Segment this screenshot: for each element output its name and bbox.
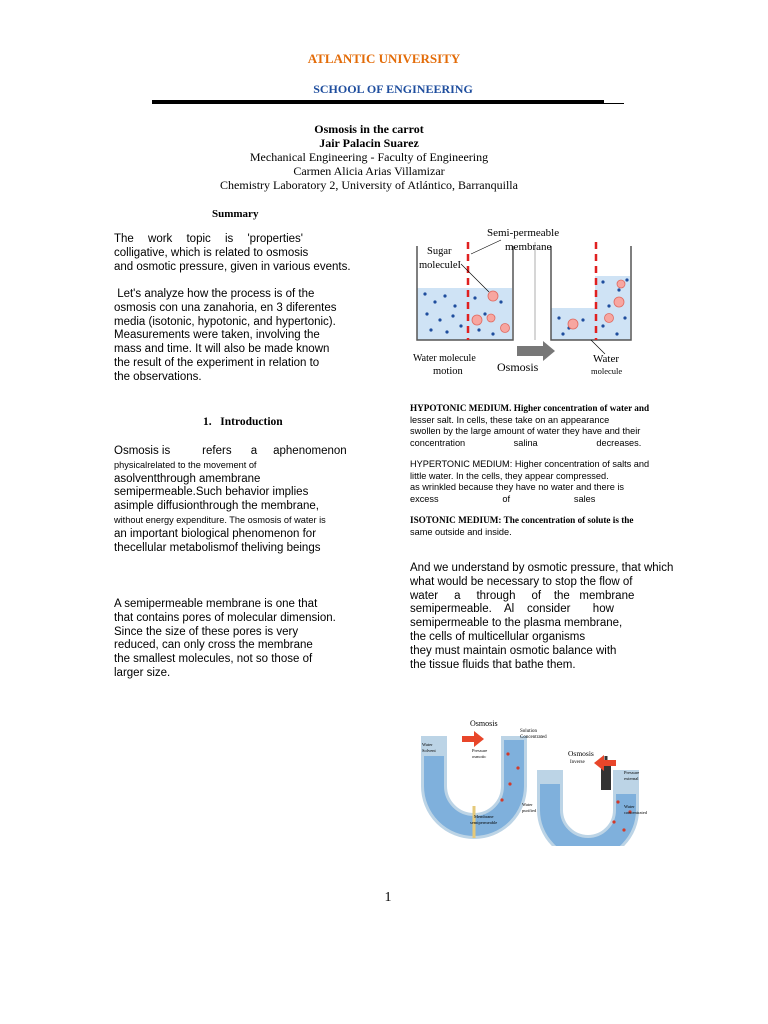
purified-label: purified <box>522 808 537 813</box>
text-line: as wrinkled because they have no water and there is <box>410 482 624 492</box>
text-line: Osmosis is refers a aphenomenon <box>114 445 347 457</box>
text-line: the tissue fluids that bathe them. <box>410 658 576 671</box>
header-rule-thin <box>152 103 624 104</box>
osmosis-arrow <box>517 341 555 361</box>
text-line: that contains pores of molecular dimension. <box>114 611 336 624</box>
text-line: the result of the experiment in relation to <box>114 356 320 369</box>
text-line: The work topic is 'properties' <box>114 233 304 245</box>
isotonic-medium <box>410 515 660 538</box>
page-number: 1 <box>384 890 392 905</box>
u-tube-diagram <box>418 714 656 846</box>
hypotonic-title: HYPOTONIC MEDIUM. Higher concentration of water and <box>410 403 650 413</box>
text-line: excess of sales <box>410 493 596 504</box>
solvent-label: Solvent <box>422 748 436 753</box>
text-line: semipermeable. Al consider how <box>410 603 614 616</box>
isotonic-title: ISOTONIC MEDIUM: The concentration of solute is the <box>410 515 634 525</box>
text-line: osmosis con una zanahoria, en 3 diferentes <box>114 301 337 314</box>
hypertonic-medium <box>410 459 660 505</box>
water-label: Water <box>422 742 433 747</box>
text-line: larger size. <box>114 666 171 679</box>
text-line: water a through of the membrane <box>410 589 635 602</box>
paper-title: Osmosis in the carrot <box>314 122 424 136</box>
osmosis-title: Osmosis <box>470 719 498 728</box>
osmotic-label: osmotic <box>472 754 487 759</box>
text-line: without energy expenditure. The osmosis of water is <box>114 514 326 525</box>
text-line: concentration salina decreases. <box>410 437 642 448</box>
lab-affiliation: Chemistry Laboratory 2, University of Atlántico, Barranquilla <box>220 178 518 192</box>
text-line: And we understand by osmotic pressure, that which <box>410 562 674 574</box>
text-fragment: physicalrelated to the movement of <box>114 459 257 470</box>
pressure-external-label: Pressure <box>624 770 640 775</box>
water-concentrated-label: Water <box>624 804 635 809</box>
intro-paragraph-1 <box>114 445 376 555</box>
label-pointer <box>471 240 501 254</box>
solution-label: Solution <box>520 729 537 734</box>
text-line: asolventthrough amembrane <box>114 472 261 485</box>
text-line: Measurements were taken, involving the <box>114 329 320 342</box>
membrane-label: Membrane <box>474 814 494 819</box>
author-name: Jair Palacin Suarez <box>319 136 419 150</box>
water-molecule-motion-label: Water molecule <box>413 353 476 364</box>
text-line: A semipermeable membrane is one that <box>114 598 318 610</box>
osmotic-pressure-paragraph <box>410 562 672 672</box>
text-line: media (isotonic, hypotonic, and hypertonic). <box>114 315 336 328</box>
text-line: HYPERTONIC MEDIUM: Higher concentration of salts and <box>410 459 650 469</box>
text-line <box>114 459 376 473</box>
text-line: lesser salt. In cells, these take on an appearance <box>410 414 610 425</box>
hypotonic-medium <box>410 403 660 449</box>
university-name: ATLANTIC UNIVERSITY <box>307 51 461 66</box>
author-affiliation: Mechanical Engineering - Faculty of Engineering <box>249 150 489 164</box>
osmosis-flow-arrow <box>462 731 484 747</box>
concentrated-label: Concentrated <box>520 735 547 740</box>
text-line: what would be necessary to stop the flow of <box>410 575 633 588</box>
introduction-heading: 1. Introduction <box>203 416 283 428</box>
text-line: semipermeable.Such behavior implies <box>114 486 309 499</box>
sugar-molecule-label: moleculeI <box>419 260 461 271</box>
semipermeable-label: semipermeable <box>470 820 498 825</box>
co-author-name: Carmen Alicia Arias Villamizar <box>293 164 445 178</box>
summary-heading: Summary <box>212 208 259 220</box>
text-line: reduced, can only cross the membrane <box>114 639 313 652</box>
title-block <box>0 122 738 192</box>
text-line: the observations. <box>114 370 202 383</box>
text-line: and osmotic pressure, given in various events. <box>114 260 351 273</box>
concentrated-water-label: concentrated <box>624 810 647 815</box>
text-line: the smallest molecules, not so those of <box>114 653 313 666</box>
summary-paragraph-2 <box>114 288 356 385</box>
text-line: they must maintain osmotic balance with <box>410 644 617 657</box>
text-line: an important biological phenomenon for <box>114 527 317 540</box>
label-pointer <box>461 264 489 292</box>
label-pointer <box>591 340 605 354</box>
semi-permeable-label: Semi-permeable <box>487 227 560 239</box>
text-line: thecellular metabolismof theliving beings <box>114 541 321 554</box>
external-label: external <box>624 776 639 781</box>
water-purified-label: Water <box>522 802 533 807</box>
summary-paragraph-1 <box>114 233 356 274</box>
text-line: mass and time. It will also be made known <box>114 343 330 356</box>
osmosis-label: Osmosis <box>497 360 539 374</box>
sugar-label: Sugar <box>427 246 452 257</box>
membrane-label: membrane <box>505 241 552 253</box>
text-line: asimple diffusionthrough the membrane, <box>114 500 319 513</box>
text-line: the cells of multicellular organisms <box>410 630 586 643</box>
inverse-label: Inverse <box>570 760 585 765</box>
text-line: swollen by the large amount of water they have and their <box>410 426 641 436</box>
text-line: Since the size of these pores is very <box>114 625 299 638</box>
school-name: SCHOOL OF ENGINEERING <box>313 82 473 96</box>
text-line: Let's analyze how the process is of the <box>114 288 315 300</box>
motion-label: motion <box>433 366 463 377</box>
osmosis-inverse-title: Osmosis <box>568 749 594 758</box>
text-line: little water. In the cells, they appear compressed. <box>410 470 609 481</box>
intro-paragraph-2 <box>114 598 376 681</box>
text-line: colligative, which is related to osmosis <box>114 246 309 259</box>
text-line: semipermeable to the plasma membrane, <box>410 617 623 630</box>
pressure-label: Pressure <box>472 748 488 753</box>
text-line: same outside and inside. <box>410 526 512 537</box>
osmosis-diagram <box>405 222 655 380</box>
water-label: Water <box>593 353 619 365</box>
molecule-label: molecule <box>591 366 623 376</box>
